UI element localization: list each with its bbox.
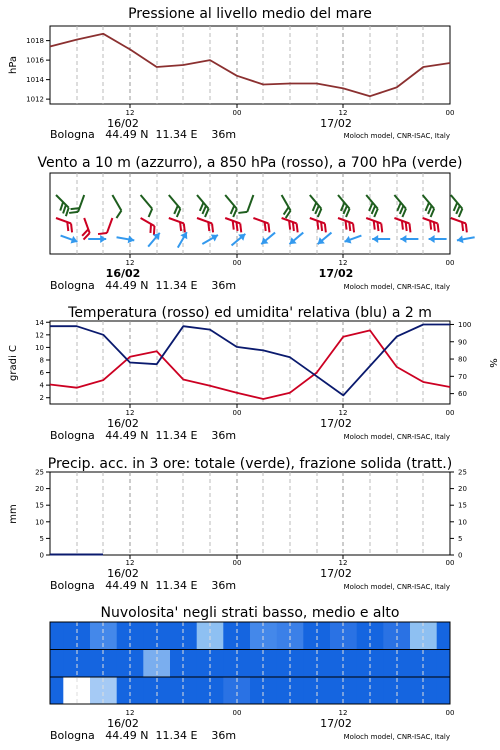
wind-arrow bbox=[229, 231, 248, 249]
wind-barb-shaft bbox=[451, 195, 463, 209]
y-tick-label: 12 bbox=[35, 331, 44, 340]
cloud-location: Bologna 44.49 N 11.34 E 36m bbox=[50, 729, 237, 742]
precipitation-date-2: 17/02 bbox=[320, 567, 352, 580]
temperature-y-ticks bbox=[35, 319, 50, 402]
pressure-x-tick-1: 12 bbox=[125, 109, 135, 117]
precipitation-x-tick-4: 00 bbox=[445, 559, 455, 567]
y-tick-label: 6 bbox=[39, 369, 44, 378]
wind-barb bbox=[360, 195, 380, 217]
y-tick-label: 25 bbox=[35, 468, 44, 477]
cloud-cells bbox=[50, 622, 450, 705]
cloud-title: Nuvolosita' negli strati basso, medio e alto bbox=[100, 605, 400, 621]
wind-barb-flag bbox=[407, 223, 413, 232]
wind-credit: Moloch model, CNR-ISAC, Italy bbox=[343, 283, 450, 291]
precipitation-y-ticks bbox=[35, 469, 467, 560]
wind-barb bbox=[163, 195, 183, 217]
wind-barb-flag bbox=[238, 209, 247, 215]
wind-arrow bbox=[116, 233, 135, 244]
wind-x-tick-4: 00 bbox=[445, 259, 455, 267]
wind-barb bbox=[166, 218, 188, 232]
wind-barb-shaft bbox=[394, 195, 406, 209]
wind-x-tick-1: 12 bbox=[125, 259, 135, 267]
wind-arrow bbox=[456, 233, 475, 244]
wind-barb bbox=[363, 218, 385, 232]
wind-barb-flag bbox=[266, 223, 272, 232]
precipitation-x-tick-2: 00 bbox=[232, 559, 242, 567]
wind-barb-shaft bbox=[282, 195, 291, 211]
precipitation-plot-frame bbox=[50, 472, 450, 555]
wind-barb bbox=[219, 195, 239, 217]
wind-barb-shaft bbox=[169, 195, 181, 209]
wind-barb bbox=[448, 218, 470, 232]
temperature-x-tick-1: 12 bbox=[125, 409, 135, 417]
wind-barb-shaft bbox=[451, 218, 466, 223]
pressure-location: Bologna 44.49 N 11.34 E 36m bbox=[50, 128, 237, 141]
wind-arrow bbox=[429, 235, 447, 243]
wind-barb-shaft bbox=[78, 195, 84, 212]
temperature-credit: Moloch model, CNR-ISAC, Italy bbox=[343, 433, 450, 441]
y-tick-label: 1012 bbox=[26, 95, 44, 104]
wind-barbs bbox=[50, 192, 475, 249]
cloud-cell bbox=[50, 677, 64, 705]
y-tick-label: 4 bbox=[39, 381, 44, 390]
wind-barb-shaft bbox=[169, 218, 184, 223]
wind-barb bbox=[105, 195, 123, 218]
wind-barb-shaft bbox=[56, 218, 71, 223]
cloud-x-tick-2: 00 bbox=[232, 709, 242, 717]
y-tick-label-right: 25 bbox=[458, 468, 467, 477]
y-tick-label: 1016 bbox=[26, 56, 44, 65]
wind-arrow-head bbox=[372, 235, 378, 243]
pressure-date-1: 16/02 bbox=[107, 117, 139, 130]
wind-barb bbox=[50, 195, 71, 216]
wind-date-2: 17/02 bbox=[318, 267, 354, 280]
wind-barb-flag bbox=[98, 230, 107, 236]
cloud-cell bbox=[437, 622, 451, 650]
y-tick-label-right: 100 bbox=[458, 320, 472, 329]
temperature-x-tick-2: 00 bbox=[232, 409, 242, 417]
wind-arrow bbox=[59, 232, 79, 246]
wind-barb bbox=[191, 195, 211, 217]
y-tick-label: 10 bbox=[35, 343, 44, 352]
precipitation-x-tick-1: 12 bbox=[125, 559, 135, 567]
wind-barb bbox=[445, 195, 465, 217]
wind-title: Vento a 10 m (azzurro), a 850 hPa (rosso), a 700 hPa (verde) bbox=[37, 155, 463, 171]
wind-barb-shaft bbox=[225, 195, 237, 209]
temperature-x-tick-4: 00 bbox=[445, 409, 455, 417]
wind-arrow-head bbox=[343, 236, 351, 246]
wind-barb bbox=[335, 218, 357, 232]
wind-arrow-head bbox=[211, 232, 220, 242]
wind-barb-shaft bbox=[366, 195, 378, 209]
wind-gridlines bbox=[77, 173, 423, 258]
wind-barb-flag bbox=[146, 209, 155, 217]
precipitation-gridlines bbox=[77, 472, 423, 559]
pressure-series bbox=[50, 34, 450, 96]
y-tick-label: 20 bbox=[35, 485, 44, 494]
wind-barb bbox=[137, 218, 158, 235]
wind-arrow bbox=[315, 230, 334, 248]
wind-location: Bologna 44.49 N 11.34 E 36m bbox=[50, 279, 237, 292]
cloud-x-tick-3: 12 bbox=[338, 709, 348, 717]
cloud-panel bbox=[50, 605, 454, 742]
cloud-cell bbox=[50, 650, 64, 678]
wind-arrow-head bbox=[400, 235, 406, 243]
y-tick-label-right: 10 bbox=[458, 518, 467, 527]
wind-barb-flag bbox=[322, 223, 328, 232]
wind-barb-flag bbox=[350, 223, 356, 232]
temperature-location: Bologna 44.49 N 11.34 E 36m bbox=[50, 429, 237, 442]
cloud-cell bbox=[437, 677, 451, 705]
y-tick-label-right: 20 bbox=[458, 485, 467, 494]
pressure-credit: Moloch model, CNR-ISAC, Italy bbox=[343, 132, 450, 140]
wind-barb-shaft bbox=[253, 218, 268, 223]
wind-barb bbox=[307, 218, 329, 232]
temperature-date-1: 16/02 bbox=[107, 417, 139, 430]
y-tick-label: 14 bbox=[35, 318, 44, 327]
precipitation-date-1: 16/02 bbox=[107, 567, 139, 580]
wind-arrow-head bbox=[429, 235, 435, 243]
cloud-credit: Moloch model, CNR-ISAC, Italy bbox=[343, 733, 450, 741]
pressure-y-ticks bbox=[26, 37, 50, 104]
pressure-x-tick-4: 00 bbox=[445, 109, 455, 117]
y-tick-label: 2 bbox=[39, 394, 44, 403]
cloud-date-1: 16/02 bbox=[107, 717, 139, 730]
wind-panel bbox=[37, 155, 475, 292]
wind-barb bbox=[251, 218, 273, 232]
wind-date-1: 16/02 bbox=[105, 267, 141, 280]
wind-x-tick-2: 00 bbox=[232, 259, 242, 267]
y-tick-label-right: 90 bbox=[458, 338, 467, 347]
temperature-panel bbox=[8, 305, 498, 442]
wind-barb bbox=[275, 195, 293, 218]
y-tick-label: 10 bbox=[35, 518, 44, 527]
humidity-y-label: % bbox=[487, 358, 498, 368]
wind-barb-flag bbox=[435, 223, 441, 232]
y-tick-label-right: 5 bbox=[458, 534, 463, 543]
wind-barb-shaft bbox=[141, 195, 153, 209]
wind-barb-flag bbox=[378, 223, 384, 232]
pressure-x-tick-2: 00 bbox=[232, 109, 242, 117]
wind-barb-flag bbox=[181, 223, 187, 232]
y-tick-label: 5 bbox=[39, 534, 44, 543]
wind-barb-shaft bbox=[107, 218, 112, 233]
precipitation-title: Precip. acc. in 3 ore: totale (verde), frazione solida (tratt.) bbox=[47, 456, 453, 472]
precipitation-panel bbox=[8, 456, 467, 592]
wind-arrow bbox=[343, 232, 363, 246]
pressure-y-label: hPa bbox=[8, 55, 19, 75]
precipitation-location: Bologna 44.49 N 11.34 E 36m bbox=[50, 579, 237, 592]
wind-plot-frame bbox=[50, 173, 450, 254]
wind-barb bbox=[416, 195, 436, 217]
wind-barb bbox=[222, 218, 244, 232]
wind-barb-shaft bbox=[197, 195, 209, 209]
y-tick-label: 15 bbox=[35, 501, 44, 510]
wind-barb-shaft bbox=[247, 195, 253, 212]
wind-barb-shaft bbox=[338, 195, 350, 209]
temperature-x-tick-3: 12 bbox=[338, 409, 348, 417]
pressure-date-2: 17/02 bbox=[320, 117, 352, 130]
y-tick-label-right: 70 bbox=[458, 372, 467, 381]
wind-barb bbox=[53, 218, 75, 232]
wind-arrow bbox=[174, 230, 190, 250]
wind-barb-shaft bbox=[310, 195, 322, 209]
wind-barb bbox=[98, 215, 112, 237]
wind-barb-flag bbox=[237, 223, 243, 232]
y-tick-label: 8 bbox=[39, 356, 44, 365]
pressure-x-tick-3: 12 bbox=[338, 109, 348, 117]
precipitation-y-label: mm bbox=[8, 504, 19, 524]
temperature-humidity-series bbox=[50, 325, 450, 400]
precipitation-x-tick-3: 12 bbox=[338, 559, 348, 567]
humidity-line bbox=[50, 325, 450, 396]
y-tick-label: 1018 bbox=[26, 37, 44, 46]
wind-x-tick-3: 12 bbox=[338, 259, 348, 267]
humidity-y-ticks bbox=[450, 321, 471, 398]
wind-barb bbox=[238, 192, 253, 215]
wind-barb-flag bbox=[68, 223, 74, 232]
y-tick-label-right: 0 bbox=[458, 551, 463, 560]
wind-barb bbox=[332, 195, 352, 217]
wind-arrow bbox=[372, 235, 390, 243]
cloud-x-tick-4: 00 bbox=[445, 709, 455, 717]
y-tick-label-right: 80 bbox=[458, 355, 467, 364]
wind-barb-shaft bbox=[141, 218, 155, 226]
cloud-date-2: 17/02 bbox=[320, 717, 352, 730]
wind-barb-shaft bbox=[423, 195, 435, 209]
cloud-cell bbox=[437, 650, 451, 678]
wind-barb-flag bbox=[463, 223, 469, 232]
cloud-x-tick-1: 12 bbox=[125, 709, 135, 717]
wind-arrow-head bbox=[71, 236, 79, 246]
temperature-plot-frame bbox=[50, 321, 450, 404]
temperature-date-2: 17/02 bbox=[320, 417, 352, 430]
temperature-y-label: gradi C bbox=[8, 345, 19, 381]
wind-barb bbox=[388, 195, 408, 217]
y-tick-label: 0 bbox=[39, 551, 44, 560]
pressure-title: Pressione al livello medio del mare bbox=[128, 6, 372, 22]
wind-barb bbox=[77, 218, 91, 240]
y-tick-label-right: 15 bbox=[458, 501, 467, 510]
wind-barb bbox=[304, 195, 324, 217]
y-tick-label-right: 60 bbox=[458, 390, 467, 399]
y-tick-label: 1014 bbox=[26, 76, 44, 85]
precipitation-credit: Moloch model, CNR-ISAC, Italy bbox=[343, 583, 450, 591]
wind-barb-flag bbox=[114, 211, 123, 218]
wind-barb-shaft bbox=[112, 195, 121, 211]
wind-barb-flag bbox=[294, 223, 300, 232]
wind-barb bbox=[392, 218, 414, 232]
pressure-panel bbox=[8, 6, 454, 141]
pressure-line bbox=[50, 34, 450, 96]
wind-barb bbox=[134, 195, 154, 217]
wind-arrow bbox=[400, 235, 418, 243]
temperature-title: Temperatura (rosso) ed umidita' relativa (blu) a 2 m bbox=[68, 305, 432, 321]
cloud-cell bbox=[50, 622, 64, 650]
wind-arrow bbox=[259, 230, 278, 248]
wind-barb bbox=[194, 218, 216, 232]
